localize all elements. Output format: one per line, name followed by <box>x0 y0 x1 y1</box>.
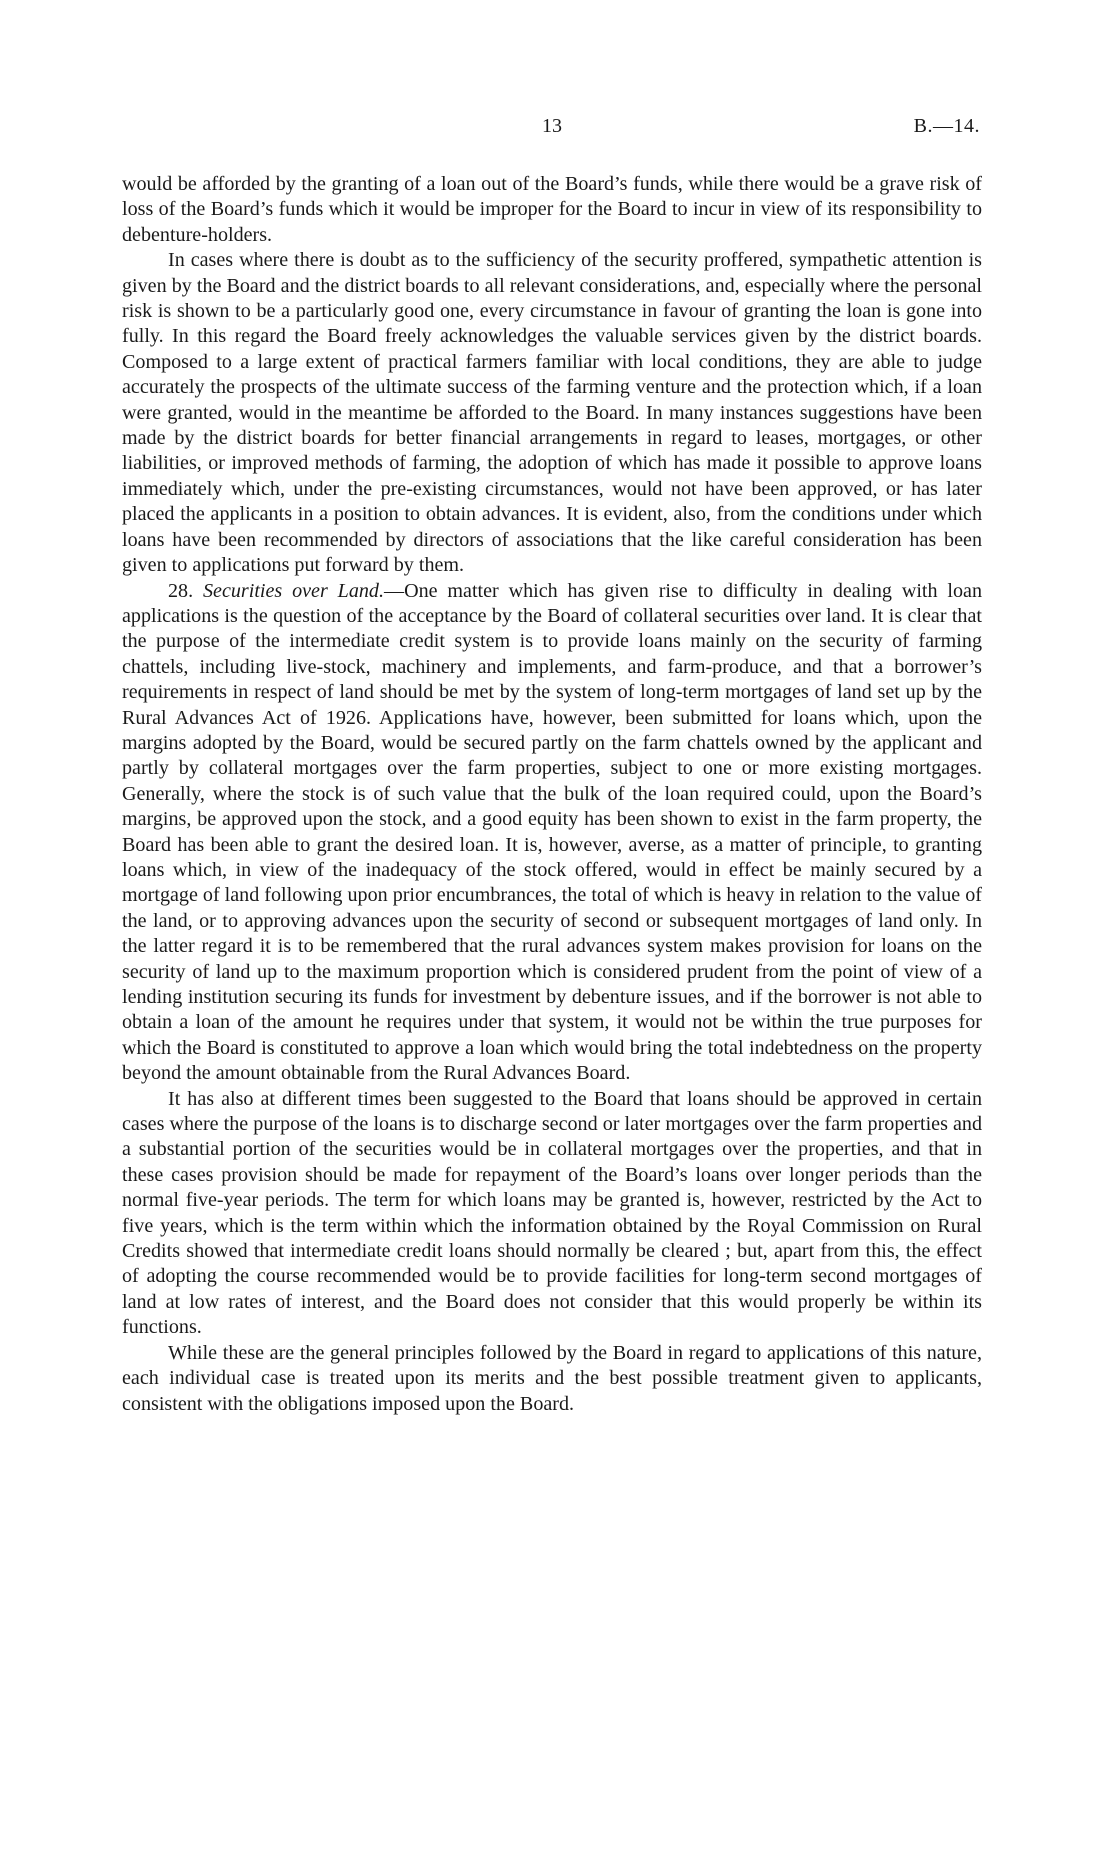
paragraph-district-boards <box>122 248 982 578</box>
paragraph-text: In cases where there is doubt as to the sufficiency of the security proffered, sympathetic attention is given by the Board and the district boards to all relevant considerations, and, especially where the personal risk is shown to be a particularly good one, every circumstance in favour of granting the loan is gone into fully. In this regard the Board freely acknowledges the valuable services given by the district boards. Composed to a large extent of practical farmers familiar with local conditions, they are able to judge accurately the prospects of the ultimate success of the farming venture and the protection which, if a loan were granted, would in the meantime be afforded to the Board. In many instances suggestions have been made by the district boards for better financial arrangements in regard to leases, mortgages, or other liabilities, or improved methods of farming, the adoption of which has made it possible to approve loans immediately which, under the pre-existing circumstances, would not have been approved, or has later placed the applicants in a position to obtain advances. It is evident, also, from the conditions under which loans have been recommended by directors of associations that the like careful consideration has been given to applications put forward by them. <box>122 249 982 577</box>
paragraph-second-mortgages <box>122 1087 982 1341</box>
paragraph-securities-over-land <box>122 579 982 1087</box>
paragraph-continuation <box>122 172 982 248</box>
paragraph-text: It has also at different times been suggested to the Board that loans should be approved in certain cases where the purpose of the loans is to discharge second or later mortgages over the farm properties and a substantial portion of the securities would be in collateral mortgages over the properties, and that in these cases provision should be made for repayment of the Board’s loans over longer periods than the normal five-year periods. The term for which loans may be granted is, however, restricted by the Act to five years, which is the term within which the information obtained by the Royal Commission on Rural Credits showed that intermediate credit loans should normally be cleared ; but, apart from this, the effect of adopting the course recommended would be to provide facilities for long-term second mortgages of land at low rates of interest, and the Board does not consider that this would properly be within its functions. <box>122 1087 982 1339</box>
document-reference: B.—14. <box>913 115 980 137</box>
page-header <box>0 115 1114 145</box>
paragraph-text: —One matter which has given rise to difficulty in dealing with loan applications is the question of the acceptance by the Board of collateral securities over land. It is clear that the purpose of the intermediate credit system is to provide loans mainly on the security of farming chattels, including live-stock, machinery and implements, and farm-produce, and that a borrower’s requirements in respect of land should be met by the system of long-term mortgages of land set up by the Rural Advances Act of 1926. Applications have, however, been submitted for loans which, upon the margins adopted by the Board, would be secured partly on the farm chattels owned by the applicant and partly by collateral mortgages over the farm properties, subject to one or more existing mortgages. Generally, where the stock is of such value that the bulk of the loan required could, upon the Board’s margins, be approved upon the stock, and a good equity has been shown to exist in the farm property, the Board has been able to grant the desired loan. It is, however, averse, as a matter of principle, to granting loans which, in view of the inadequacy of the stock offered, would in effect be mainly secured by a mortgage of land following upon prior encumbrances, the total of which is heavy in relation to the value of the land, or to approving advances upon the security of second or subsequent mortgages of land only. In the latter regard it is to be remembered that the rural advances system makes provision for loans on the security of land up to the maximum proportion which is considered prudent from the point of view of a lending institution securing its funds for investment by debenture issues, and if the borrower is not able to obtain a loan of the amount he requires under that system, it would not be within the true purposes for which the Board is constituted to approve a loan which would bring the total indebtedness on the property beyond the amount obtainable from the Rural Advances Board. <box>122 579 982 1085</box>
body-text <box>122 172 982 1417</box>
section-title: Securities over Land. <box>202 579 384 602</box>
section-number: 28. <box>168 579 194 602</box>
paragraph-general-principles <box>122 1341 982 1417</box>
paragraph-text: would be afforded by the granting of a loan out of the Board’s funds, while there would be a grave risk of loss of the Board’s funds which it would be improper for the Board to incur in view of its responsibility to debenture-holders. <box>122 173 982 246</box>
page-number: 13 <box>542 115 562 137</box>
paragraph-text: While these are the general principles followed by the Board in regard to applications of this nature, each individual case is treated upon its merits and the best possible treatment given to applicants, consistent with the obligations imposed upon the Board. <box>122 1341 982 1415</box>
